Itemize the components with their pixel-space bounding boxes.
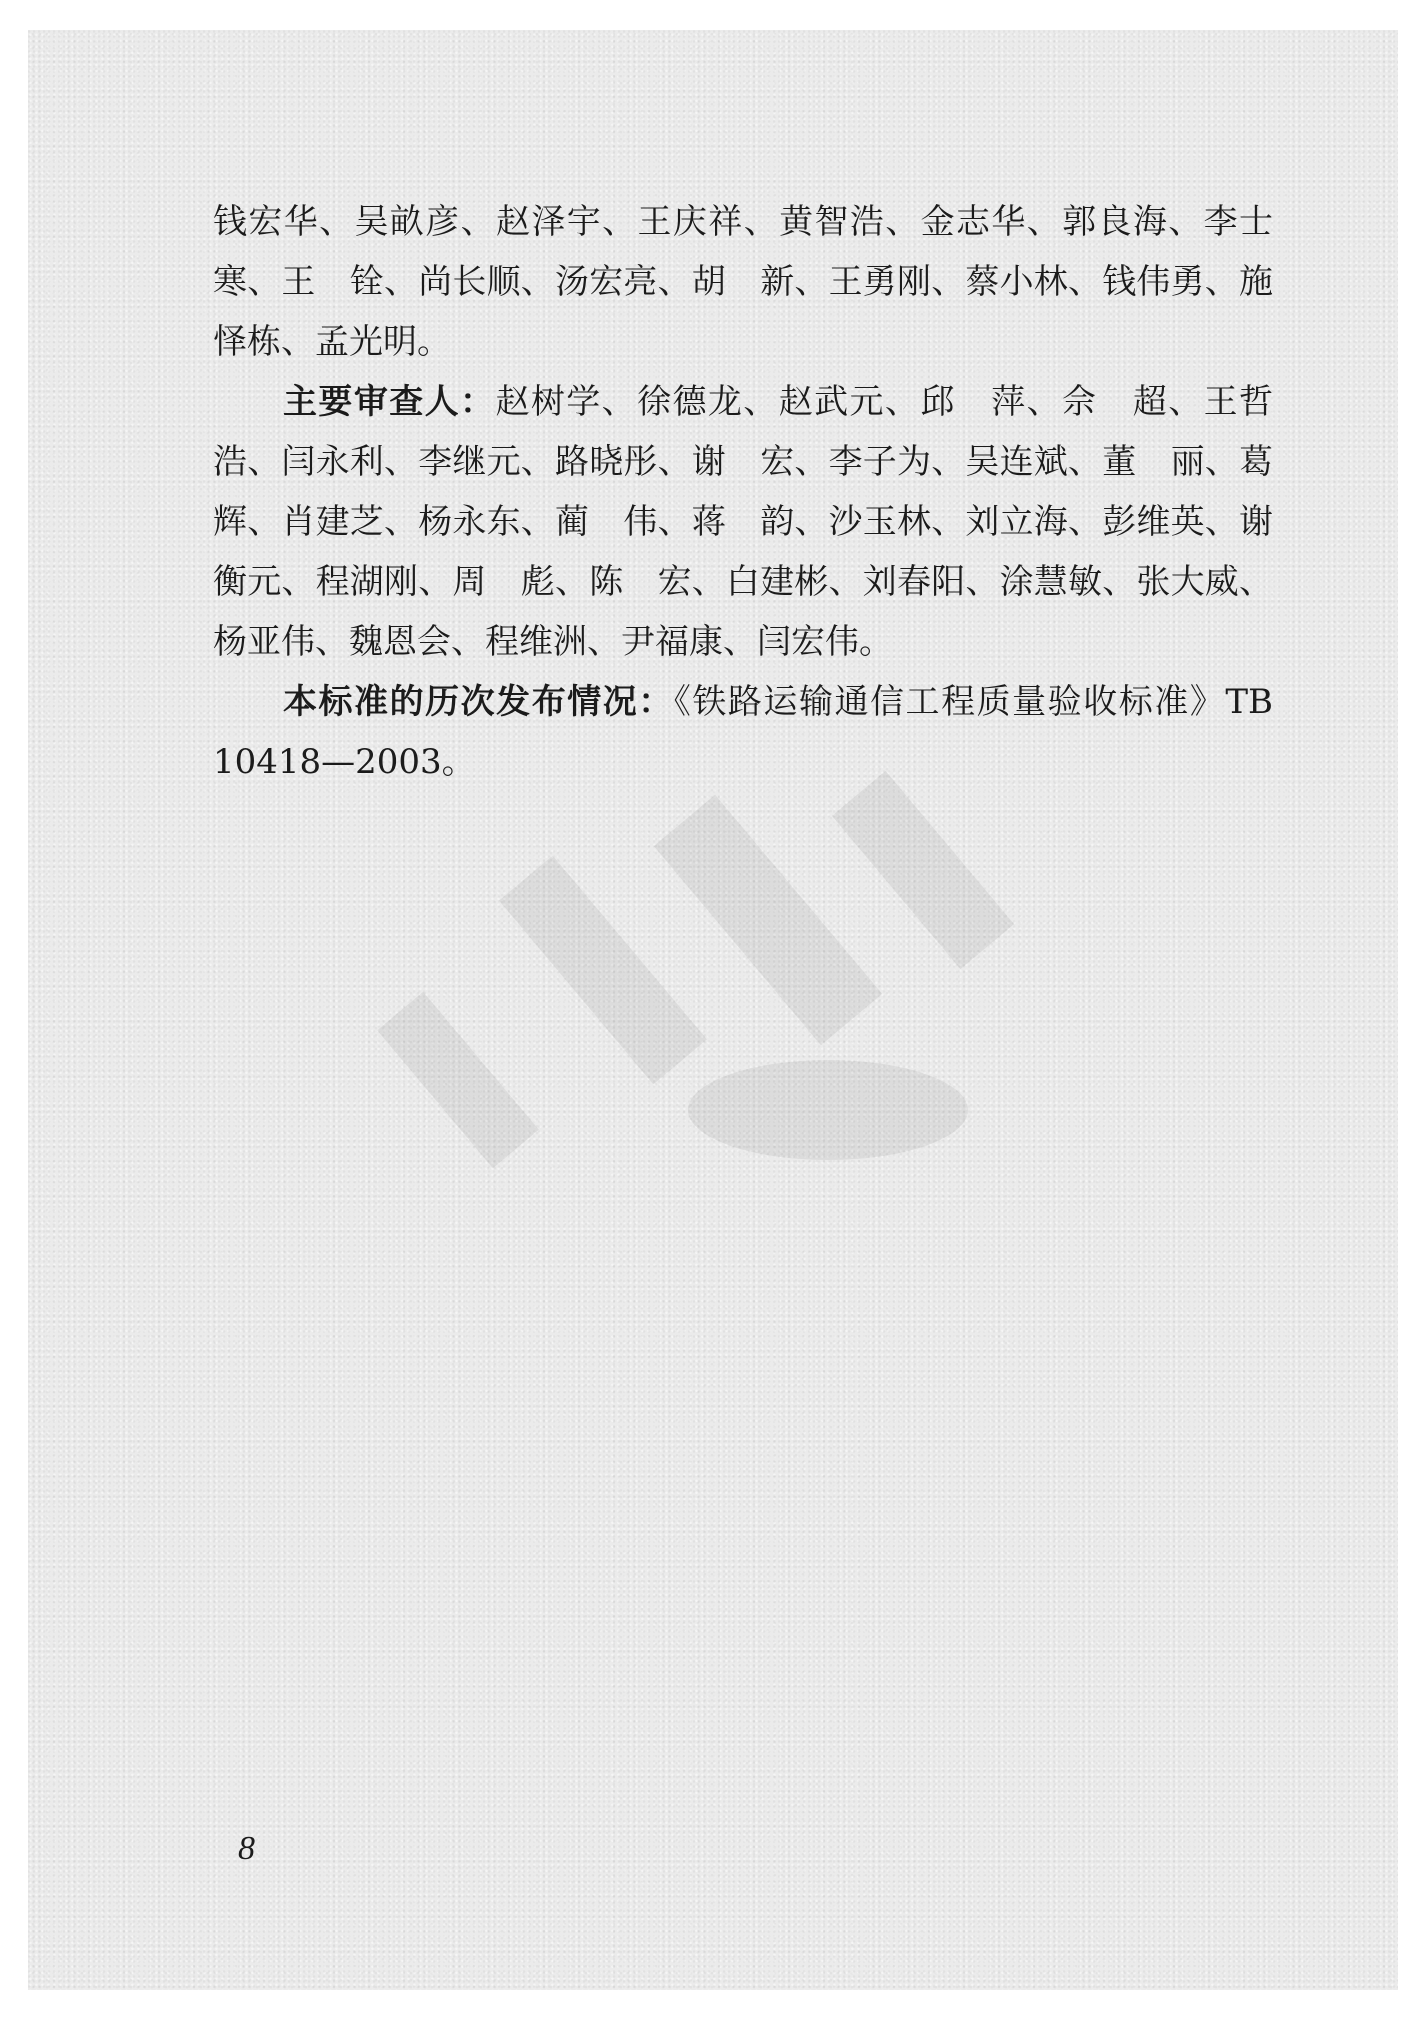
history-label: 本标准的历次发布情况： [283, 682, 674, 722]
document-page [28, 30, 1398, 1990]
history-paragraph [213, 672, 1273, 792]
page-number: 8 [238, 1830, 255, 1867]
reviewers-list: 赵树学、徐德龙、赵武元、邱 萍、佘 超、王哲浩、闫永利、李继元、路晓彤、谢 宏、李子为、吴连斌、董 丽、葛 辉、肖建芝、杨永东、蔺 伟、蒋 韵、沙玉林、刘立海、彭维英、谢衡元、程湖刚、周 彪、陈 宏、白建彬、刘春阳、涂慧敏、张大威、杨亚伟、魏恩会、程维洲、尹福康、闫宏伟。 [213, 382, 1307, 662]
body-text [213, 192, 1307, 792]
drafters-paragraph: 钱宏华、吴畝彦、赵泽宇、王庆祥、黄智浩、金志华、郭良海、李士寒、王 铨、尚长顺、汤宏亮、胡 新、王勇刚、蔡小林、钱伟勇、施怿栋、孟光明。 [213, 202, 1273, 362]
reviewers-label: 主要审查人： [283, 382, 496, 422]
faded-stamp-watermark [308, 730, 1208, 1230]
reviewers-paragraph [213, 372, 1307, 672]
history-text: 《铁路运输通信工程质量验收标准》TB 10418—2003。 [213, 682, 1273, 782]
